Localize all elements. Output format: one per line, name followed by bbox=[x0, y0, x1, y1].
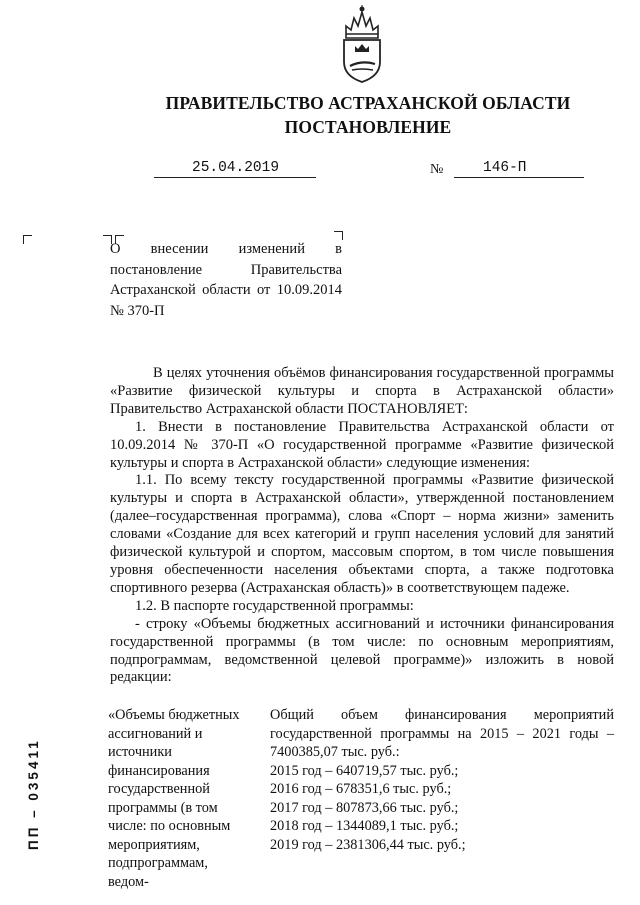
clause-1-paragraph: 1. Внести в постановление Правительства Астраханской области от 10.09.2014 № 370-П «О государственной программе «Развитие физической культуры и спорта в Астраханской области» следующие изменения: bbox=[110, 418, 614, 471]
coat-of-arms-icon bbox=[333, 4, 391, 84]
clause-1-1-paragraph: 1.1. По всему тексту государственной программы «Развитие физической культуры и спорта в Астраханской области», утвержденной постановлением (далее–государственная программа), слова «Спорт – норма жизни» заменить словами «Создание для всех категорий и групп населения условий для занятий физической культурой и спортом, массовым спортом, в том числе повышения уровня обеспеченности населения объектами спорта, а также подготовка спортивного резерва (Астраханская область)» в соответствующем падеже. bbox=[110, 472, 614, 596]
funding-year-row: 2019 год – 2381306,44 тыс. руб.; bbox=[270, 836, 466, 853]
funding-total-text: Общий объем финансирования мероприятий государственной программы на 2015 – 2021 годы – 7400385,07 тыс. руб.: bbox=[270, 707, 614, 760]
number-sign: № bbox=[430, 162, 444, 177]
government-title: ПРАВИТЕЛЬСТВО АСТРАХАНСКОЙ ОБЛАСТИ bbox=[165, 93, 571, 113]
funding-year-row: 2015 год – 640719,57 тыс. руб.; bbox=[270, 762, 459, 779]
funding-year-row: 2016 год – 678351,6 тыс. руб.; bbox=[270, 781, 452, 797]
funding-year-row: 2018 год – 1344089,1 тыс. руб.; bbox=[270, 818, 459, 834]
preamble-paragraph: В целях уточнения объёмов финансирования государственной программы «Развитие физической культуры и спорта в Астраханской области» Правительство Астраханской области ПОСТАНОВЛЯЕТ: bbox=[110, 365, 614, 417]
left-margin-corner-mark bbox=[23, 235, 32, 244]
document-date: 25.04.2019 bbox=[192, 160, 280, 176]
funding-label-text: «Объемы бюджетных ассигнований и источники финансирования государственной программы (в том числе: по основным мероприятиям, подпрограммам, ведом- bbox=[108, 707, 240, 890]
table-right-values bbox=[270, 706, 614, 854]
date-underline bbox=[154, 177, 316, 178]
document-type-title: ПОСТАНОВЛЕНИЕ bbox=[284, 117, 452, 137]
subject-block bbox=[110, 239, 342, 321]
number-underline bbox=[454, 177, 584, 178]
funding-year-row: 2017 год – 807873,66 тыс. руб.; bbox=[270, 799, 459, 816]
form-serial-number: ПП – 035411 bbox=[26, 738, 41, 850]
table-left-label bbox=[108, 706, 246, 891]
clause-1-2-item-paragraph: - строку «Объемы бюджетных ассигнований и источники финансирования государственной программы (в том числе: по основным мероприятиям, подпрограммам, ведомственной целевой программе)» изложить в новой редакции: bbox=[110, 615, 614, 686]
document-body bbox=[110, 365, 614, 687]
subject-text: О внесении изменений в постановление Правительства Астраханской области от 10.09.2014 № 370-П bbox=[110, 241, 342, 319]
document-number: 146-П bbox=[483, 160, 527, 176]
clause-1-2-paragraph: 1.2. В паспорте государственной программы: bbox=[135, 597, 414, 614]
